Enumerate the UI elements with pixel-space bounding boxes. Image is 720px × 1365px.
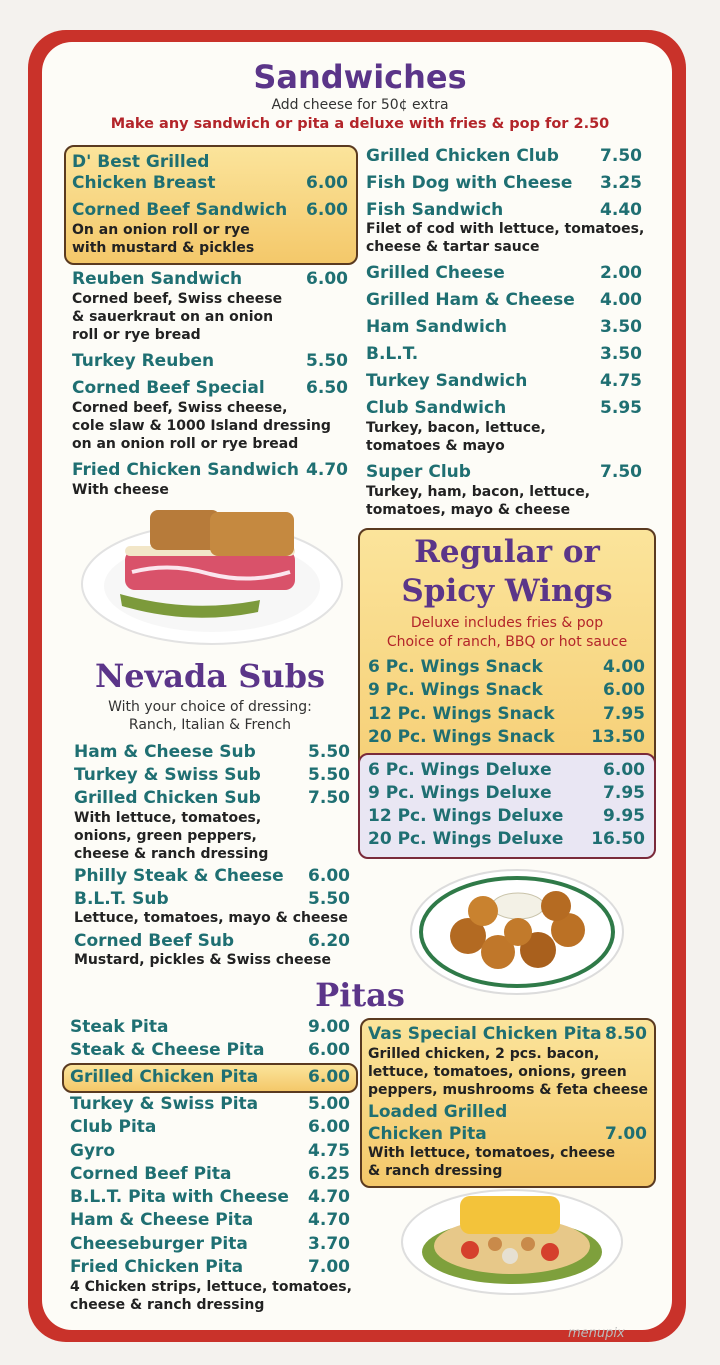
pita-special-name: Loaded Grilled (368, 1102, 508, 1122)
pita-item-price: 6.00 (308, 1067, 350, 1087)
wings-item-name: 20 Pc. Wings Deluxe (368, 829, 564, 849)
pita-item-price: 5.00 (308, 1094, 350, 1114)
sandwich-item-name: Ham Sandwich (366, 317, 508, 337)
pita-special-desc: With lettuce, tomatoes, cheese (368, 1145, 616, 1161)
reuben-sandwich-image (80, 502, 345, 647)
sandwich-item-price: 6.50 (306, 378, 348, 398)
sandwich-item-name: Super Club (366, 462, 471, 482)
sub-item-desc: onions, green peppers, (74, 828, 257, 844)
sandwich-item-desc: with mustard & pickles (72, 240, 255, 256)
sandwich-item-price: 3.25 (600, 173, 642, 193)
pita-item-price: 9.00 (308, 1017, 350, 1037)
sandwich-item-price: 4.75 (600, 371, 642, 391)
sandwich-item-price: 3.50 (600, 344, 642, 364)
wings-title-line1: Regular or (414, 534, 600, 570)
pita-item-name: Ham & Cheese Pita (70, 1210, 254, 1230)
pita-special-desc: & ranch dressing (368, 1163, 503, 1179)
sub-item-price: 5.50 (308, 765, 350, 785)
sandwich-item-name: Club Sandwich (366, 398, 507, 418)
pita-special-name: Chicken Pita (368, 1124, 487, 1144)
deluxe-note: Make any sandwich or pita a deluxe with fries & pop for 2.50 (110, 116, 610, 132)
sandwich-item-desc: cheese & tartar sauce (366, 239, 540, 255)
sub-item-price: 5.50 (308, 889, 350, 909)
sandwich-item-price: 3.50 (600, 317, 642, 337)
pita-item-price: 4.75 (308, 1141, 350, 1161)
pita-item-desc: 4 Chicken strips, lettuce, tomatoes, (70, 1279, 352, 1295)
sandwich-item-name: Grilled Chicken Club (366, 146, 559, 166)
sub-item-name: Turkey & Swiss Sub (74, 765, 261, 785)
wings-item-price: 6.00 (603, 760, 645, 780)
subs-dressing-options: Ranch, Italian & French (128, 717, 292, 733)
sandwich-item-price: 6.00 (306, 200, 348, 220)
wings-item-name: 9 Pc. Wings Snack (368, 680, 543, 700)
pita-item-name: Fried Chicken Pita (70, 1257, 244, 1277)
pita-item-price: 3.70 (308, 1234, 350, 1254)
sandwich-item-name: Fish Sandwich (366, 200, 504, 220)
sub-item-desc: With lettuce, tomatoes, (74, 810, 262, 826)
pita-item-price: 6.00 (308, 1117, 350, 1137)
sub-item-name: Philly Steak & Cheese (74, 866, 284, 886)
pita-item-desc: cheese & ranch dressing (70, 1297, 265, 1313)
pita-item-price: 4.70 (308, 1187, 350, 1207)
sub-item-desc: Mustard, pickles & Swiss cheese (74, 952, 331, 968)
wings-item-price: 13.50 (591, 727, 645, 747)
watermark: menupix (568, 1326, 625, 1341)
sandwich-item-name: Reuben Sandwich (72, 269, 243, 289)
sandwich-item-desc: With cheese (72, 482, 169, 498)
pita-plate-image (400, 1186, 624, 1296)
subs-dressing-note: With your choice of dressing: (108, 699, 312, 715)
pita-item-name: Turkey & Swiss Pita (70, 1094, 259, 1114)
pita-special-price: 8.50 (605, 1024, 647, 1044)
sandwich-item-desc: tomatoes, mayo & cheese (366, 502, 571, 518)
wings-item-price: 4.00 (603, 657, 645, 677)
sandwiches-title: Sandwiches (253, 58, 467, 96)
sandwich-item-name: Grilled Cheese (366, 263, 505, 283)
sub-item-name: Corned Beef Sub (74, 931, 235, 951)
sandwich-item-name: Fried Chicken Sandwich (72, 460, 299, 480)
sandwich-item-price: 7.50 (600, 462, 642, 482)
sub-item-price: 7.50 (308, 788, 350, 808)
pita-item-name: Steak Pita (70, 1017, 169, 1037)
pita-item-price: 4.70 (308, 1210, 350, 1230)
sub-item-price: 5.50 (308, 742, 350, 762)
sandwich-item-desc: & sauerkraut on an onion (72, 309, 274, 325)
sandwich-item-name: Turkey Sandwich (366, 371, 528, 391)
sandwich-item-name: Corned Beef Sandwich (72, 200, 288, 220)
sandwich-item-desc: roll or rye bread (72, 327, 201, 343)
wings-item-name: 12 Pc. Wings Deluxe (368, 806, 564, 826)
pitas-title: Pitas (315, 976, 405, 1014)
wings-title-line2: Spicy Wings (401, 573, 613, 609)
sub-item-desc: cheese & ranch dressing (74, 846, 269, 862)
sandwich-item-desc: cole slaw & 1000 Island dressing (72, 418, 331, 434)
sandwich-item-price: 5.95 (600, 398, 642, 418)
sandwich-item-name: Grilled Ham & Cheese (366, 290, 575, 310)
sandwich-item-name: Chicken Breast (72, 173, 216, 193)
pita-special-name: Vas Special Chicken Pita (368, 1024, 602, 1044)
pita-special-desc: lettuce, tomatoes, onions, green (368, 1064, 627, 1080)
sub-item-name: Grilled Chicken Sub (74, 788, 261, 808)
sub-item-price: 6.00 (308, 866, 350, 886)
wings-item-price: 16.50 (591, 829, 645, 849)
sandwich-item-desc: Corned beef, Swiss cheese, (72, 400, 288, 416)
sandwich-item-price: 6.00 (306, 269, 348, 289)
sandwich-item-price: 4.40 (600, 200, 642, 220)
pita-item-name: Gyro (70, 1141, 116, 1161)
sandwich-item-price: 6.00 (306, 173, 348, 193)
sub-item-price: 6.20 (308, 931, 350, 951)
pita-item-name: Cheeseburger Pita (70, 1234, 248, 1254)
sandwich-item-desc: On an onion roll or rye (72, 222, 250, 238)
wings-sauce-note: Choice of ranch, BBQ or hot sauce (386, 634, 628, 650)
wings-item-price: 7.95 (603, 704, 645, 724)
wings-item-name: 9 Pc. Wings Deluxe (368, 783, 552, 803)
sandwich-item-name: D' Best Grilled (72, 152, 210, 172)
sandwich-item-price: 2.00 (600, 263, 642, 283)
pita-special-desc: Grilled chicken, 2 pcs. bacon, (368, 1046, 600, 1062)
sandwich-item-name: Turkey Reuben (72, 351, 215, 371)
sandwich-item-desc: on an onion roll or rye bread (72, 436, 299, 452)
sandwich-item-price: 7.50 (600, 146, 642, 166)
sub-item-name: Ham & Cheese Sub (74, 742, 256, 762)
pita-special-desc: peppers, mushrooms & feta cheese (368, 1082, 649, 1098)
sandwich-item-desc: Corned beef, Swiss cheese (72, 291, 283, 307)
wings-item-price: 7.95 (603, 783, 645, 803)
cheese-note: Add cheese for 50¢ extra (271, 97, 449, 113)
wings-item-name: 6 Pc. Wings Deluxe (368, 760, 552, 780)
wings-item-price: 9.95 (603, 806, 645, 826)
wings-item-name: 12 Pc. Wings Snack (368, 704, 555, 724)
pita-item-name: Club Pita (70, 1117, 157, 1137)
sandwich-item-desc: Turkey, ham, bacon, lettuce, (366, 484, 591, 500)
pita-special-price: 7.00 (605, 1124, 647, 1144)
wings-item-name: 20 Pc. Wings Snack (368, 727, 555, 747)
sub-item-name: B.L.T. Sub (74, 889, 169, 909)
sandwich-item-desc: Filet of cod with lettuce, tomatoes, (366, 221, 645, 237)
sandwich-item-name: Fish Dog with Cheese (366, 173, 573, 193)
pita-item-price: 7.00 (308, 1257, 350, 1277)
sandwich-item-name: Corned Beef Special (72, 378, 265, 398)
pita-item-name: B.L.T. Pita with Cheese (70, 1187, 289, 1207)
pita-item-name: Steak & Cheese Pita (70, 1040, 265, 1060)
pita-item-name: Corned Beef Pita (70, 1164, 232, 1184)
pita-item-name: Grilled Chicken Pita (70, 1067, 259, 1087)
subs-title: Nevada Subs (95, 657, 325, 695)
wings-item-price: 6.00 (603, 680, 645, 700)
sub-item-desc: Lettuce, tomatoes, mayo & cheese (74, 910, 348, 926)
sandwich-item-price: 4.00 (600, 290, 642, 310)
pita-item-price: 6.00 (308, 1040, 350, 1060)
sandwich-item-price: 5.50 (306, 351, 348, 371)
wings-item-name: 6 Pc. Wings Snack (368, 657, 543, 677)
sandwich-item-name: B.L.T. (366, 344, 419, 364)
wings-deluxe-note: Deluxe includes fries & pop (410, 615, 604, 631)
sandwich-item-desc: Turkey, bacon, lettuce, (366, 420, 546, 436)
sandwich-item-price: 4.70 (306, 460, 348, 480)
pita-item-price: 6.25 (308, 1164, 350, 1184)
sandwich-item-desc: tomatoes & mayo (366, 438, 505, 454)
